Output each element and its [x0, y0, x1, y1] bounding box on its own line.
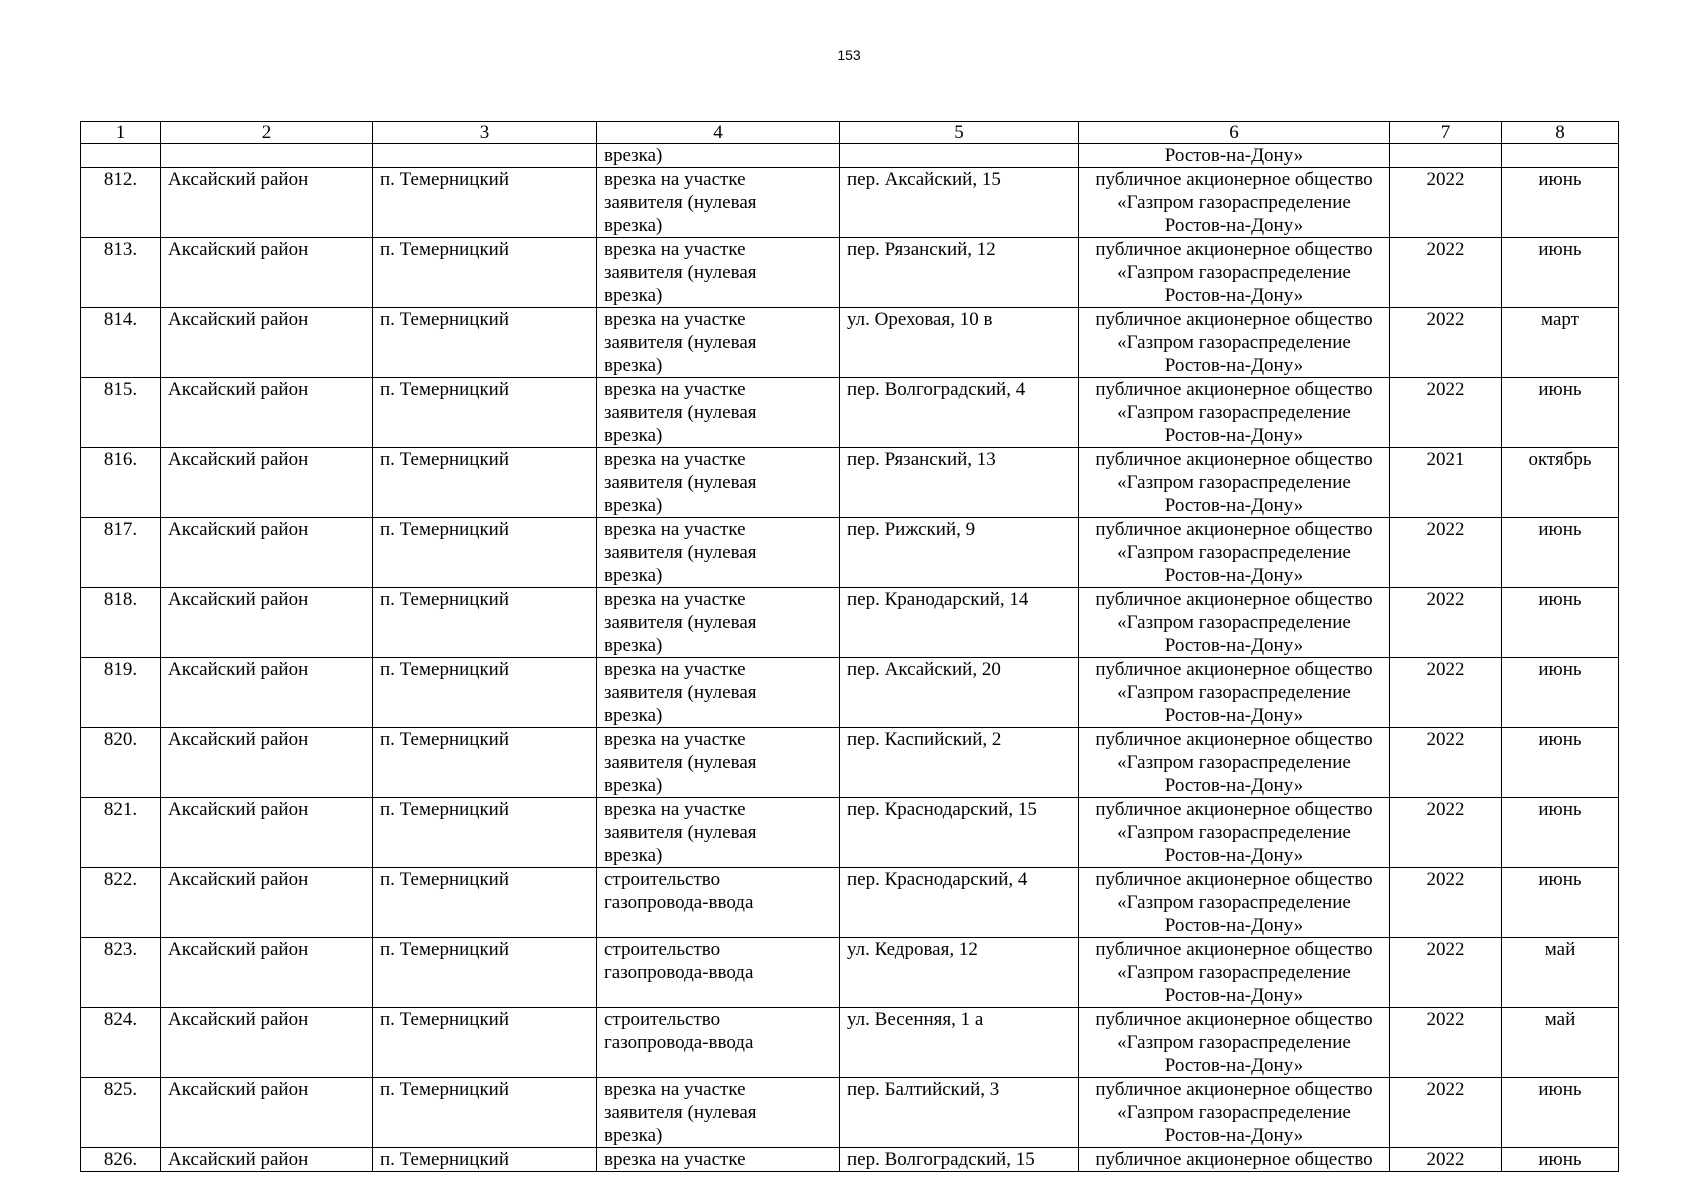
cell-settlement: п. Темерницкий	[373, 1008, 597, 1078]
table-row	[81, 238, 1619, 308]
cell-organization	[1079, 308, 1390, 378]
cell-organization-line: публичное акционерное общество	[1095, 169, 1373, 190]
cell-district	[161, 144, 373, 168]
cell-work-line: заявителя (нулевая	[604, 752, 757, 773]
cell-work-line: врезка на участке	[604, 659, 746, 680]
cell-work-line: врезка на участке	[604, 239, 746, 260]
cell-work	[597, 1078, 840, 1148]
cell-organization-line: публичное акционерное общество	[1095, 659, 1373, 680]
cell-work-line: врезка)	[604, 705, 663, 726]
continuation-row	[81, 144, 1619, 168]
cell-settlement: п. Темерницкий	[373, 1148, 597, 1172]
cell-district: Аксайский район	[161, 1078, 373, 1148]
cell-month: октябрь	[1502, 448, 1619, 518]
cell-num: 812.	[81, 168, 161, 238]
cell-work	[597, 378, 840, 448]
header-cell: 3	[373, 122, 597, 144]
cell-num: 820.	[81, 728, 161, 798]
cell-month: июнь	[1502, 378, 1619, 448]
cell-organization-line: Ростов-на-Дону»	[1164, 355, 1304, 376]
cell-organization	[1079, 448, 1390, 518]
cell-organization	[1079, 378, 1390, 448]
cell-work-line: заявителя (нулевая	[604, 402, 757, 423]
cell-work-line: заявителя (нулевая	[604, 542, 757, 563]
cell-organization-line: «Газпром газораспределение	[1117, 752, 1351, 773]
cell-work-line: врезка на участке	[604, 519, 746, 540]
cell-month: июнь	[1502, 728, 1619, 798]
cell-district: Аксайский район	[161, 168, 373, 238]
cell-settlement: п. Темерницкий	[373, 868, 597, 938]
cell-organization	[1079, 588, 1390, 658]
cell-address: пер. Аксайский, 20	[840, 658, 1079, 728]
cell-district: Аксайский район	[161, 308, 373, 378]
cell-organization-line: Ростов-на-Дону»	[1164, 705, 1304, 726]
cell-district: Аксайский район	[161, 1008, 373, 1078]
cell-address: пер. Рязанский, 12	[840, 238, 1079, 308]
header-cell: 1	[81, 122, 161, 144]
cell-year: 2021	[1390, 448, 1502, 518]
cell-work-line: заявителя (нулевая	[604, 682, 757, 703]
cell-work-line: врезка)	[604, 425, 663, 446]
table-row	[81, 308, 1619, 378]
cell-organization	[1079, 868, 1390, 938]
cell-address: ул. Весенняя, 1 а	[840, 1008, 1079, 1078]
cell-organization	[1079, 798, 1390, 868]
cell-organization-line: публичное акционерное общество	[1095, 799, 1373, 820]
cell-month: июнь	[1502, 1078, 1619, 1148]
cell-work-line: заявителя (нулевая	[604, 822, 757, 843]
cell-work-line: врезка на участке	[604, 169, 746, 190]
cell-month: июнь	[1502, 1148, 1619, 1172]
cell-organization-line: публичное акционерное общество	[1095, 729, 1373, 750]
cell-num: 815.	[81, 378, 161, 448]
cell-organization: Ростов-на-Дону»	[1079, 144, 1390, 168]
cell-district: Аксайский район	[161, 448, 373, 518]
table-row	[81, 588, 1619, 658]
cell-work-line: заявителя (нулевая	[604, 192, 757, 213]
cell-work	[597, 1148, 840, 1172]
cell-work-line: строительство	[604, 939, 721, 960]
cell-month	[1502, 144, 1619, 168]
cell-settlement: п. Темерницкий	[373, 1078, 597, 1148]
cell-district: Аксайский район	[161, 798, 373, 868]
cell-work-line: врезка на участке	[604, 309, 746, 330]
cell-year: 2022	[1390, 588, 1502, 658]
table-row	[81, 1148, 1619, 1172]
table-header-row	[81, 122, 1619, 144]
cell-work	[597, 168, 840, 238]
cell-organization-line: публичное акционерное общество	[1095, 939, 1373, 960]
cell-work-line: заявителя (нулевая	[604, 1102, 757, 1123]
cell-organization-line: Ростов-на-Дону»	[1164, 1125, 1304, 1146]
table-row	[81, 518, 1619, 588]
cell-num: 813.	[81, 238, 161, 308]
cell-settlement: п. Темерницкий	[373, 378, 597, 448]
cell-year: 2022	[1390, 798, 1502, 868]
cell-settlement: п. Темерницкий	[373, 588, 597, 658]
table-row	[81, 868, 1619, 938]
header-cell: 6	[1079, 122, 1390, 144]
cell-month: май	[1502, 1008, 1619, 1078]
cell-num: 826.	[81, 1148, 161, 1172]
cell-work-line: врезка)	[604, 1125, 663, 1146]
cell-work-line: врезка на участке	[604, 379, 746, 400]
cell-work-line: газопровода-ввода	[604, 962, 754, 983]
cell-month: июнь	[1502, 588, 1619, 658]
cell-organization-line: «Газпром газораспределение	[1117, 892, 1351, 913]
cell-organization	[1079, 1078, 1390, 1148]
cell-district: Аксайский район	[161, 378, 373, 448]
cell-work-line: врезка)	[604, 775, 663, 796]
cell-month: июнь	[1502, 518, 1619, 588]
cell-work	[597, 728, 840, 798]
header-cell: 5	[840, 122, 1079, 144]
cell-work-line: врезка)	[604, 845, 663, 866]
cell-settlement: п. Темерницкий	[373, 448, 597, 518]
cell-organization-line: «Газпром газораспределение	[1117, 262, 1351, 283]
cell-organization	[1079, 1148, 1390, 1172]
cell-settlement: п. Темерницкий	[373, 518, 597, 588]
cell-organization	[1079, 938, 1390, 1008]
cell-year	[1390, 144, 1502, 168]
cell-settlement	[373, 144, 597, 168]
cell-organization-line: публичное акционерное общество	[1095, 1149, 1373, 1170]
cell-year: 2022	[1390, 938, 1502, 1008]
cell-organization-line: «Газпром газораспределение	[1117, 332, 1351, 353]
cell-num: 822.	[81, 868, 161, 938]
cell-work-line: врезка)	[604, 495, 663, 516]
cell-settlement: п. Темерницкий	[373, 308, 597, 378]
cell-organization-line: Ростов-на-Дону»	[1164, 425, 1304, 446]
cell-address: пер. Кранодарский, 14	[840, 588, 1079, 658]
cell-organization-line: «Газпром газораспределение	[1117, 682, 1351, 703]
cell-organization-line: публичное акционерное общество	[1095, 1009, 1373, 1030]
cell-district: Аксайский район	[161, 868, 373, 938]
table-row	[81, 1078, 1619, 1148]
cell-settlement: п. Темерницкий	[373, 798, 597, 868]
cell-organization	[1079, 168, 1390, 238]
cell-organization-line: Ростов-на-Дону»	[1164, 495, 1304, 516]
cell-month: июнь	[1502, 658, 1619, 728]
cell-work	[597, 588, 840, 658]
cell-work-line: газопровода-ввода	[604, 1032, 754, 1053]
cell-organization-line: публичное акционерное общество	[1095, 869, 1373, 890]
cell-address: пер. Балтийский, 3	[840, 1078, 1079, 1148]
cell-work-line: врезка)	[604, 565, 663, 586]
cell-work	[597, 798, 840, 868]
cell-year: 2022	[1390, 728, 1502, 798]
cell-month: март	[1502, 308, 1619, 378]
cell-organization-line: Ростов-на-Дону»	[1164, 915, 1304, 936]
cell-organization-line: «Газпром газораспределение	[1117, 1032, 1351, 1053]
cell-num: 814.	[81, 308, 161, 378]
cell-address: пер. Волгоградский, 15	[840, 1148, 1079, 1172]
cell-district: Аксайский район	[161, 518, 373, 588]
cell-num: 823.	[81, 938, 161, 1008]
cell-organization-line: «Газпром газораспределение	[1117, 402, 1351, 423]
cell-year: 2022	[1390, 308, 1502, 378]
cell-organization-line: публичное акционерное общество	[1095, 449, 1373, 470]
cell-address: ул. Ореховая, 10 в	[840, 308, 1079, 378]
cell-num	[81, 144, 161, 168]
header-cell: 8	[1502, 122, 1619, 144]
cell-organization-line: «Газпром газораспределение	[1117, 472, 1351, 493]
cell-organization-line: публичное акционерное общество	[1095, 379, 1373, 400]
cell-organization-line: «Газпром газораспределение	[1117, 1102, 1351, 1123]
cell-address: ул. Кедровая, 12	[840, 938, 1079, 1008]
cell-work	[597, 238, 840, 308]
cell-district: Аксайский район	[161, 938, 373, 1008]
cell-work-line: врезка на участке	[604, 799, 746, 820]
cell-organization-line: публичное акционерное общество	[1095, 589, 1373, 610]
table-row	[81, 658, 1619, 728]
cell-work-line: заявителя (нулевая	[604, 612, 757, 633]
cell-work	[597, 868, 840, 938]
cell-organization-line: публичное акционерное общество	[1095, 519, 1373, 540]
cell-month: июнь	[1502, 798, 1619, 868]
cell-organization	[1079, 1008, 1390, 1078]
cell-settlement: п. Темерницкий	[373, 238, 597, 308]
document-table	[80, 121, 1619, 1172]
cell-district: Аксайский район	[161, 658, 373, 728]
cell-organization-line: «Газпром газораспределение	[1117, 612, 1351, 633]
cell-month: июнь	[1502, 238, 1619, 308]
cell-year: 2022	[1390, 518, 1502, 588]
cell-work-line: заявителя (нулевая	[604, 472, 757, 493]
cell-organization-line: публичное акционерное общество	[1095, 1079, 1373, 1100]
cell-address: пер. Рижский, 9	[840, 518, 1079, 588]
cell-address: пер. Каспийский, 2	[840, 728, 1079, 798]
table-row	[81, 168, 1619, 238]
cell-address	[840, 144, 1079, 168]
cell-organization-line: «Газпром газораспределение	[1117, 962, 1351, 983]
cell-address: пер. Аксайский, 15	[840, 168, 1079, 238]
cell-work-line: врезка на участке	[604, 729, 746, 750]
cell-work-line: заявителя (нулевая	[604, 332, 757, 353]
cell-month: июнь	[1502, 168, 1619, 238]
cell-work-line: заявителя (нулевая	[604, 262, 757, 283]
table-row	[81, 378, 1619, 448]
cell-year: 2022	[1390, 1078, 1502, 1148]
cell-work-line: врезка на участке	[604, 1149, 746, 1170]
cell-organization-line: публичное акционерное общество	[1095, 309, 1373, 330]
table-row	[81, 728, 1619, 798]
cell-organization-line: «Газпром газораспределение	[1117, 192, 1351, 213]
cell-num: 816.	[81, 448, 161, 518]
cell-year: 2022	[1390, 1148, 1502, 1172]
cell-work-line: врезка)	[604, 635, 663, 656]
page-number: 153	[837, 47, 861, 63]
cell-settlement: п. Темерницкий	[373, 728, 597, 798]
cell-work-line: строительство	[604, 869, 721, 890]
cell-organization-line: Ростов-на-Дону»	[1164, 845, 1304, 866]
cell-organization-line: Ростов-на-Дону»	[1164, 565, 1304, 586]
cell-work-line: врезка)	[604, 215, 663, 236]
cell-work-line: врезка на участке	[604, 1079, 746, 1100]
cell-organization-line: Ростов-на-Дону»	[1164, 1055, 1304, 1076]
cell-num: 824.	[81, 1008, 161, 1078]
cell-settlement: п. Темерницкий	[373, 168, 597, 238]
cell-organization-line: Ростов-на-Дону»	[1164, 635, 1304, 656]
cell-month: июнь	[1502, 868, 1619, 938]
cell-organization	[1079, 238, 1390, 308]
cell-year: 2022	[1390, 238, 1502, 308]
cell-year: 2022	[1390, 378, 1502, 448]
cell-work	[597, 448, 840, 518]
cell-num: 825.	[81, 1078, 161, 1148]
header-cell: 7	[1390, 122, 1502, 144]
cell-district: Аксайский район	[161, 728, 373, 798]
cell-organization-line: «Газпром газораспределение	[1117, 542, 1351, 563]
cell-organization	[1079, 518, 1390, 588]
cell-num: 819.	[81, 658, 161, 728]
cell-settlement: п. Темерницкий	[373, 658, 597, 728]
cell-work	[597, 658, 840, 728]
cell-district: Аксайский район	[161, 1148, 373, 1172]
cell-organization-line: «Газпром газораспределение	[1117, 822, 1351, 843]
cell-district: Аксайский район	[161, 588, 373, 658]
cell-year: 2022	[1390, 658, 1502, 728]
cell-organization-line: Ростов-на-Дону»	[1164, 215, 1304, 236]
cell-num: 821.	[81, 798, 161, 868]
cell-work	[597, 308, 840, 378]
table-row	[81, 448, 1619, 518]
cell-address: пер. Рязанский, 13	[840, 448, 1079, 518]
table-row	[81, 1008, 1619, 1078]
cell-work-line: газопровода-ввода	[604, 892, 754, 913]
cell-work-line: врезка на участке	[604, 449, 746, 470]
cell-work-line: врезка на участке	[604, 589, 746, 610]
cell-organization	[1079, 728, 1390, 798]
cell-work-line: врезка)	[604, 285, 663, 306]
cell-year: 2022	[1390, 868, 1502, 938]
cell-address: пер. Краснодарский, 4	[840, 868, 1079, 938]
cell-organization-line: Ростов-на-Дону»	[1164, 285, 1304, 306]
cell-organization-line: Ростов-на-Дону»	[1164, 985, 1304, 1006]
cell-year: 2022	[1390, 168, 1502, 238]
header-cell: 4	[597, 122, 840, 144]
header-cell: 2	[161, 122, 373, 144]
cell-work	[597, 518, 840, 588]
table-row	[81, 938, 1619, 1008]
table-row	[81, 798, 1619, 868]
cell-address: пер. Волгоградский, 4	[840, 378, 1079, 448]
cell-organization-line: Ростов-на-Дону»	[1164, 775, 1304, 796]
cell-district: Аксайский район	[161, 238, 373, 308]
cell-work-line: строительство	[604, 1009, 721, 1030]
cell-num: 818.	[81, 588, 161, 658]
cell-work-line: врезка)	[604, 355, 663, 376]
cell-organization	[1079, 658, 1390, 728]
cell-work: врезка)	[597, 144, 840, 168]
cell-organization-line: публичное акционерное общество	[1095, 239, 1373, 260]
cell-num: 817.	[81, 518, 161, 588]
cell-address: пер. Краснодарский, 15	[840, 798, 1079, 868]
cell-settlement: п. Темерницкий	[373, 938, 597, 1008]
cell-work	[597, 1008, 840, 1078]
cell-month: май	[1502, 938, 1619, 1008]
cell-year: 2022	[1390, 1008, 1502, 1078]
cell-work	[597, 938, 840, 1008]
